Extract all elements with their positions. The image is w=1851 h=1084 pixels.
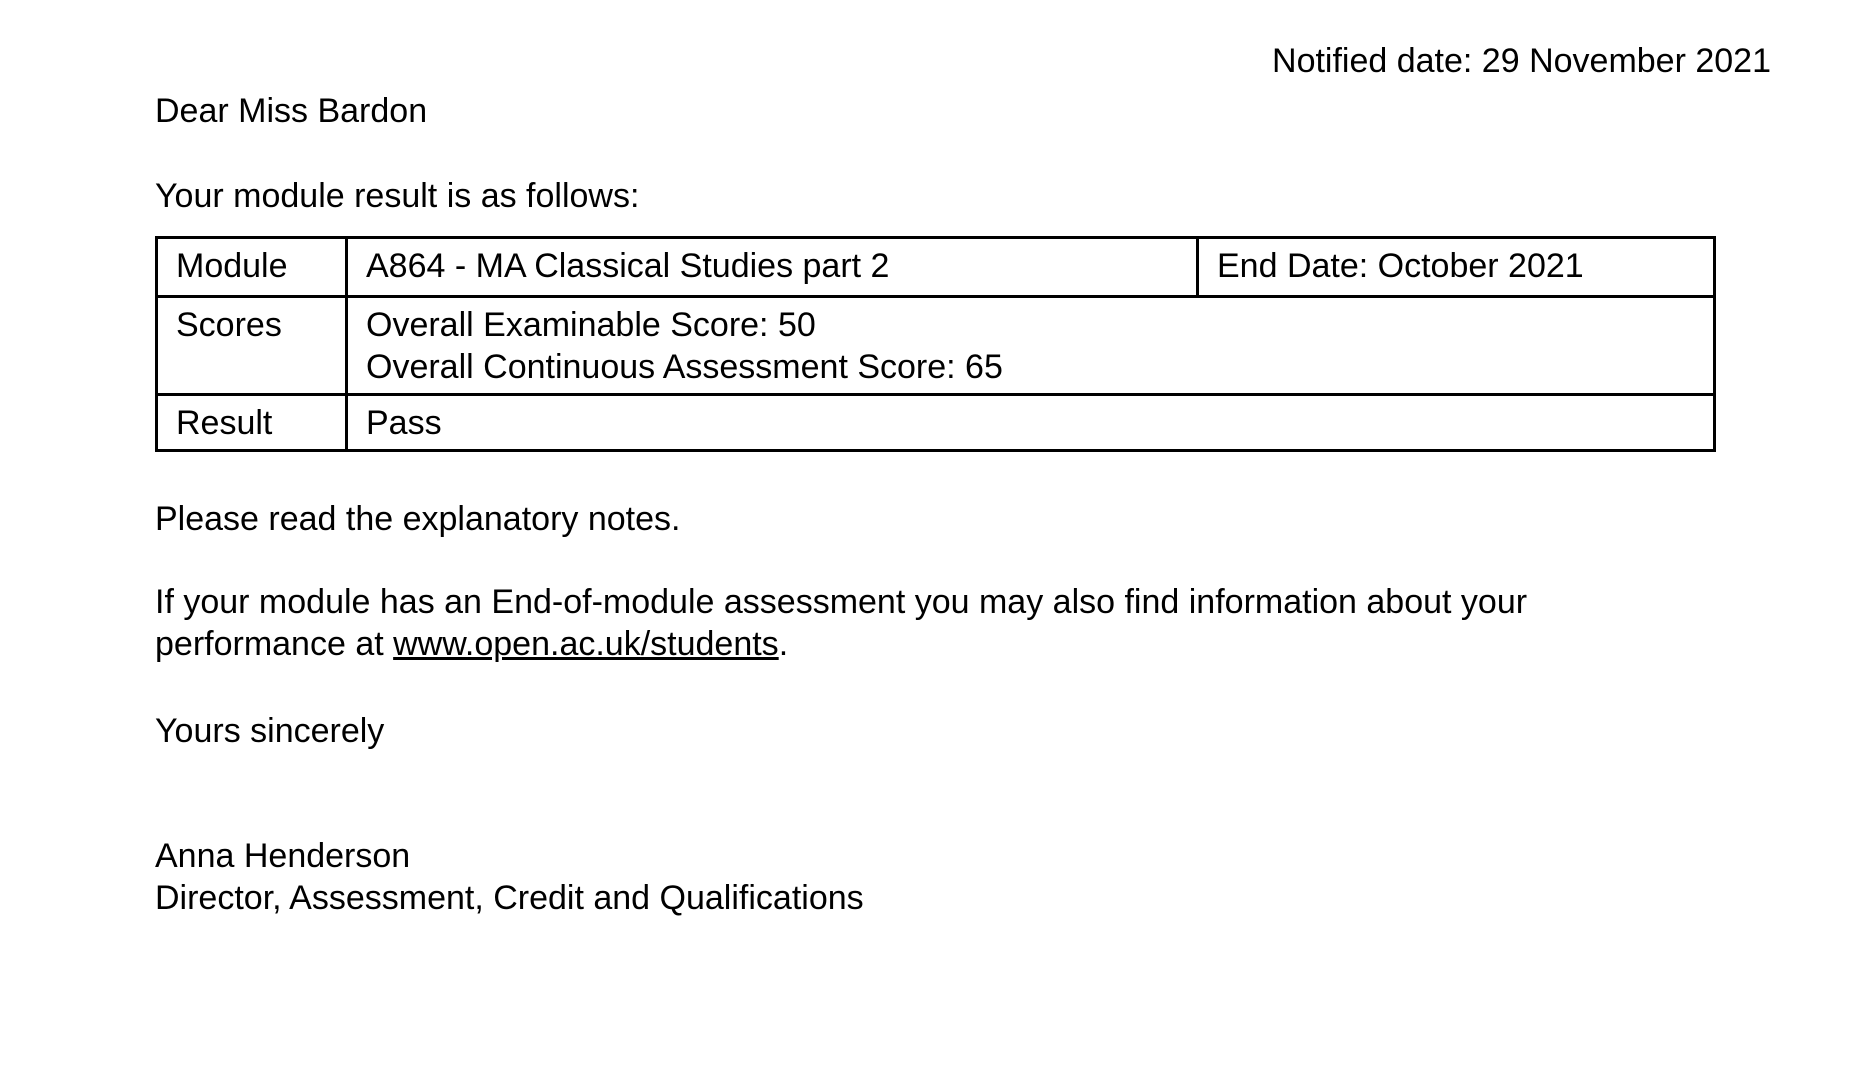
signer-title: Director, Assessment, Credit and Qualifications: [155, 879, 864, 917]
continuous-assessment-score: Overall Continuous Assessment Score: 65: [366, 348, 1003, 386]
table-row-scores: [158, 295, 1713, 393]
salutation: Dear Miss Bardon: [155, 92, 428, 130]
explanatory-notes-text: Please read the explanatory notes.: [155, 500, 681, 538]
module-end-date: End Date: October 2021: [1217, 247, 1584, 285]
module-name: A864 - MA Classical Studies part 2: [348, 239, 1199, 295]
result-label: Result: [158, 396, 348, 449]
module-result-table: [155, 236, 1716, 452]
table-row-module: [158, 239, 1713, 295]
result-value: Pass: [366, 404, 442, 442]
info-line-2-suffix: .: [778, 625, 789, 663]
table-row-result: [158, 393, 1713, 449]
closing: Yours sincerely: [155, 712, 385, 750]
notified-date: Notified date: 29 November 2021: [1272, 42, 1771, 80]
assessment-info-paragraph: [155, 581, 1527, 665]
info-line-2: [155, 623, 1527, 665]
examinable-score: Overall Examinable Score: 50: [366, 306, 816, 344]
intro-text: Your module result is as follows:: [155, 177, 640, 215]
scores-label: Scores: [158, 298, 348, 393]
module-label: Module: [158, 239, 348, 295]
signer-name: Anna Henderson: [155, 837, 411, 875]
scores-values: [348, 298, 1713, 393]
signer-block: [155, 835, 864, 919]
students-website-link[interactable]: www.open.ac.uk/students: [393, 625, 779, 663]
info-line-1: If your module has an End-of-module assessment you may also find information about your: [155, 583, 1528, 621]
info-line-2-prefix: performance at: [155, 625, 394, 663]
